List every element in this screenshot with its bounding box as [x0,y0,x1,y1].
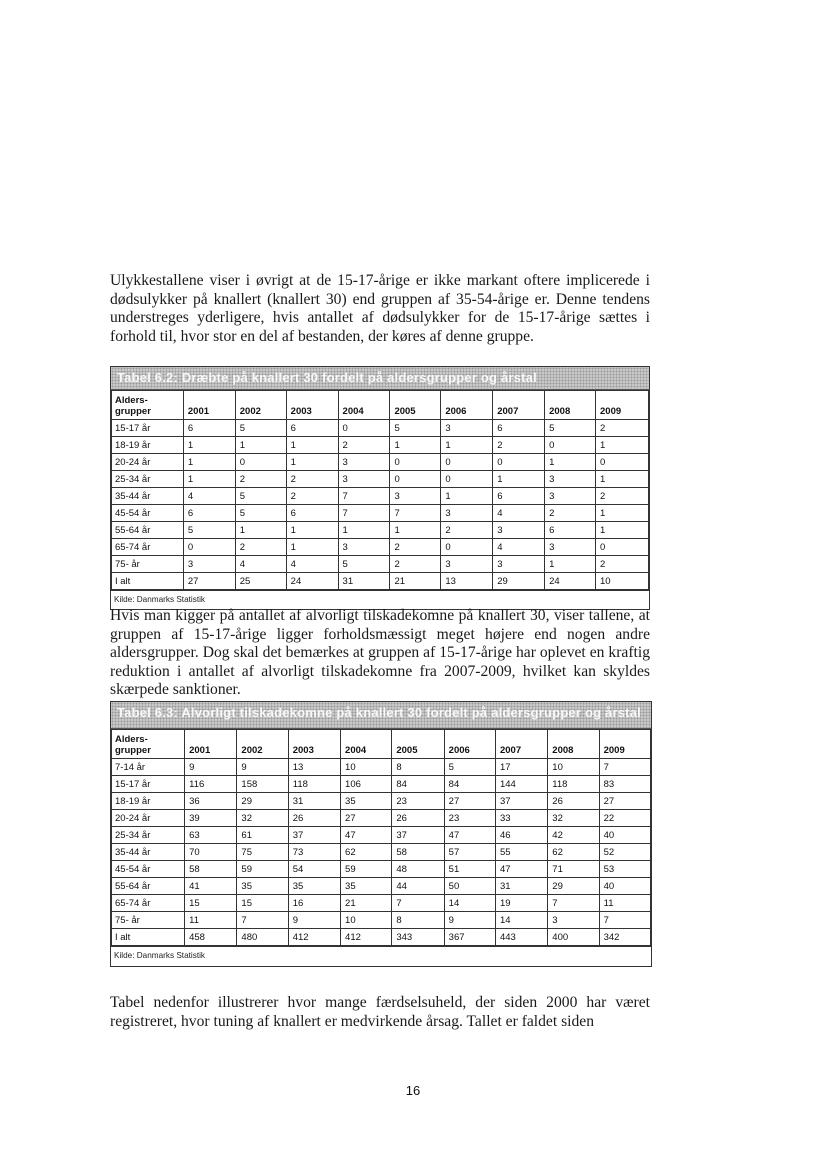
row-label-cell: I alt [112,929,185,946]
table-cell: 58 [392,844,444,861]
table-cell: 6 [545,522,596,539]
table-cell: 1 [545,454,596,471]
table-cell: 6 [286,420,338,437]
table-cell: 1 [596,471,649,488]
table-cell: 3 [183,556,235,573]
table-cell: 7 [599,912,650,929]
table-cell: 0 [390,454,441,471]
column-header-year: 2002 [237,730,288,759]
table-cell: 118 [288,776,340,793]
table-row [112,420,649,437]
table-cell: 71 [548,861,599,878]
table-cell: 24 [286,573,338,590]
table-cell: 5 [235,488,286,505]
column-header-year: 2009 [599,730,650,759]
row-label-cell: 15-17 år [112,776,185,793]
table-cell: 443 [495,929,547,946]
row-label-cell: 45-54 år [112,861,185,878]
table-cell: 0 [596,454,649,471]
table-cell: 10 [341,759,392,776]
table-row [112,573,649,590]
table-cell: 3 [441,420,493,437]
table-cell: 480 [237,929,288,946]
table-cell: 47 [341,827,392,844]
table-cell: 16 [288,895,340,912]
table-source: Kilde: Danmarks Statistik [111,590,649,604]
table-cell: 52 [599,844,650,861]
table-cell: 27 [183,573,235,590]
table-cell: 1 [286,539,338,556]
table-cell: 2 [338,437,390,454]
table-cell: 2 [493,437,545,454]
table-cell: 37 [392,827,444,844]
table-cell: 29 [493,573,545,590]
table-cell: 1 [441,488,493,505]
table-row [112,810,651,827]
table-cell: 15 [237,895,288,912]
column-header-year: 2003 [286,391,338,420]
column-header-year: 2001 [185,730,237,759]
row-label-cell: 75- år [112,556,184,573]
table-cell: 118 [548,776,599,793]
table-cell: 57 [444,844,495,861]
table-cell: 5 [444,759,495,776]
table-cell: 10 [341,912,392,929]
table-cell: 4 [493,539,545,556]
row-label-cell: 25-34 år [112,827,185,844]
table-cell: 1 [286,454,338,471]
table-cell: 2 [390,556,441,573]
table-cell: 10 [596,573,649,590]
table-cell: 7 [392,895,444,912]
table-cell: 9 [237,759,288,776]
table-cell: 158 [237,776,288,793]
table-cell: 1 [235,437,286,454]
table-caption-band [111,702,651,729]
table-cell: 7 [599,759,650,776]
table-cell: 27 [599,793,650,810]
table-cell: 6 [183,420,235,437]
table-cell: 1 [286,522,338,539]
table-cell: 35 [288,878,340,895]
paragraph-tuning: Tabel nedenfor illustrerer hvor mange færdselsuheld, der siden 2000 har været registreret, hvor tuning af knallert er medvirkende årsag. Tallet er faldet siden [110,994,650,1030]
table-cell: 21 [341,895,392,912]
table-cell: 0 [596,539,649,556]
row-label-cell: 65-74 år [112,895,185,912]
table-cell: 5 [545,420,596,437]
table-cell: 116 [185,776,237,793]
table-cell: 19 [495,895,547,912]
table-cell: 53 [599,861,650,878]
table-cell: 0 [183,539,235,556]
table-cell: 23 [444,810,495,827]
table-cell: 1 [441,437,493,454]
table-cell: 13 [288,759,340,776]
row-label-cell: 20-24 år [112,810,185,827]
table-cell: 40 [599,878,650,895]
table-cell: 2 [390,539,441,556]
row-label-cell: 75- år [112,912,185,929]
table-cell: 13 [441,573,493,590]
table-cell: 40 [599,827,650,844]
table-cell: 37 [495,793,547,810]
table-cell: 84 [392,776,444,793]
page-number: 16 [405,1083,421,1098]
table-cell: 9 [185,759,237,776]
table-cell: 1 [338,522,390,539]
table-cell: 59 [341,861,392,878]
table-cell: 50 [444,878,495,895]
column-header-year: 2006 [444,730,495,759]
table-cell: 343 [392,929,444,946]
table-row [112,522,649,539]
column-header-year: 2004 [338,391,390,420]
column-header-year: 2008 [548,730,599,759]
table-cell: 27 [341,810,392,827]
table-cell: 3 [493,556,545,573]
table-cell: 2 [545,505,596,522]
table-cell: 62 [341,844,392,861]
table-cell: 2 [235,471,286,488]
table-cell: 6 [183,505,235,522]
row-label-cell: 35-44 år [112,844,185,861]
table-cell: 0 [338,420,390,437]
table-cell: 3 [545,488,596,505]
table-row [112,844,651,861]
column-header-year: 2007 [495,730,547,759]
table-cell: 48 [392,861,444,878]
row-label-cell: 55-64 år [112,878,185,895]
table-cell: 2 [235,539,286,556]
table-row [112,488,649,505]
table-row [112,539,649,556]
table-cell: 41 [185,878,237,895]
row-label-cell: 18-19 år [112,793,185,810]
row-label-cell: 20-24 år [112,454,184,471]
table-cell: 1 [235,522,286,539]
table-cell: 7 [390,505,441,522]
table-cell: 458 [185,929,237,946]
table-fatalities [110,366,650,610]
table-cell: 17 [495,759,547,776]
table-caption-band [111,367,649,390]
table-cell: 7 [338,505,390,522]
table-cell: 0 [493,454,545,471]
table-row [112,895,651,912]
table-cell: 2 [441,522,493,539]
table-cell: 25 [235,573,286,590]
column-header-year: 2002 [235,391,286,420]
table-cell: 8 [392,759,444,776]
table-cell: 5 [235,420,286,437]
table-cell: 3 [548,912,599,929]
table-cell: 5 [390,420,441,437]
table-cell: 59 [237,861,288,878]
table-cell: 31 [495,878,547,895]
table-cell: 3 [441,556,493,573]
table-row [112,827,651,844]
table-cell: 3 [441,505,493,522]
table-cell: 61 [237,827,288,844]
table-cell: 27 [444,793,495,810]
table-cell: 22 [599,810,650,827]
table-cell: 367 [444,929,495,946]
table-cell: 8 [392,912,444,929]
table-cell: 0 [441,471,493,488]
table-row [112,929,651,946]
data-table [111,729,651,946]
table-cell: 6 [493,488,545,505]
table-cell: 35 [341,793,392,810]
table-cell: 1 [596,522,649,539]
table-cell: 0 [545,437,596,454]
column-header-age-groups: Alders- grupper [112,730,185,759]
table-cell: 47 [444,827,495,844]
table-cell: 2 [596,556,649,573]
table-cell: 55 [495,844,547,861]
table-cell: 2 [596,488,649,505]
table-caption: Tabel 6.2: Dræbte på knallert 30 fordelt på aldersgrupper og årstal [117,370,537,385]
column-header-year: 2003 [288,730,340,759]
paragraph-intro: Ulykkestallene viser i øvrigt at de 15-17-årige er ikke markant oftere implicerede i dødsulykker på knallert (knallert 30) end gruppen af 35-54-årige er. Denne tendens understreges yderligere, hvis antallet af dødsulykker for de 15-17-årige sættes i forhold til, hvor stor en del af bestanden, der køres af denne gruppe. [110,272,650,345]
table-cell: 37 [288,827,340,844]
table-row [112,471,649,488]
table-cell: 2 [596,420,649,437]
table-cell: 1 [183,437,235,454]
table-cell: 63 [185,827,237,844]
table-cell: 62 [548,844,599,861]
paragraph-injuries: Hvis man kigger på antallet af alvorligt tilskadekomne på knallert 30, viser tallene, at gruppen af 15-17-årige ligger forholdsmæssigt meget højere end nogen andre aldersgrupper. Dog skal det bemærkes at gruppen af 15-17-årige har oplevet en kraftig reduktion i antallet af alvorligt tilskadekomne fra 2007-2009, hvilket kan skyldes skærpede sanktioner. [110,607,650,699]
column-header-year: 2006 [441,391,493,420]
table-cell: 26 [392,810,444,827]
table-cell: 342 [599,929,650,946]
table-cell: 4 [235,556,286,573]
table-row [112,861,651,878]
row-label-cell: 18-19 år [112,437,184,454]
table-row [112,454,649,471]
table-cell: 144 [495,776,547,793]
table-cell: 58 [185,861,237,878]
column-header-age-groups: Alders- grupper [112,391,184,420]
row-label-cell: I alt [112,573,184,590]
table-cell: 5 [183,522,235,539]
table-caption: Tabel 6.3: Alvorligt tilskadekomne på knallert 30 fordelt på aldersgrupper og årstal [117,705,641,720]
table-cell: 14 [495,912,547,929]
table-cell: 32 [237,810,288,827]
table-cell: 1 [493,471,545,488]
table-cell: 75 [237,844,288,861]
table-cell: 0 [390,471,441,488]
row-label-cell: 15-17 år [112,420,184,437]
table-cell: 3 [338,454,390,471]
table-cell: 0 [441,454,493,471]
column-header-year: 2001 [183,391,235,420]
data-table [111,390,649,590]
table-cell: 7 [237,912,288,929]
table-cell: 1 [183,454,235,471]
table-cell: 32 [548,810,599,827]
column-header-year: 2007 [493,391,545,420]
table-cell: 15 [185,895,237,912]
table-cell: 24 [545,573,596,590]
table-cell: 31 [288,793,340,810]
table-cell: 26 [548,793,599,810]
table-cell: 3 [390,488,441,505]
table-cell: 3 [545,539,596,556]
table-cell: 31 [338,573,390,590]
table-cell: 33 [495,810,547,827]
table-cell: 73 [288,844,340,861]
table-cell: 21 [390,573,441,590]
table-header-row [112,391,649,420]
table-source: Kilde: Danmarks Statistik [111,946,651,960]
table-cell: 51 [444,861,495,878]
table-cell: 2 [286,488,338,505]
table-cell: 1 [596,437,649,454]
table-cell: 11 [185,912,237,929]
row-label-cell: 7-14 år [112,759,185,776]
column-header-year: 2005 [392,730,444,759]
row-label-cell: 65-74 år [112,539,184,556]
table-cell: 3 [338,471,390,488]
table-cell: 35 [237,878,288,895]
table-cell: 9 [444,912,495,929]
table-cell: 46 [495,827,547,844]
table-cell: 23 [392,793,444,810]
table-cell: 26 [288,810,340,827]
table-cell: 4 [493,505,545,522]
table-cell: 6 [493,420,545,437]
table-cell: 10 [548,759,599,776]
table-row [112,556,649,573]
table-cell: 1 [183,471,235,488]
table-cell: 7 [548,895,599,912]
table-cell: 4 [183,488,235,505]
column-header-year: 2004 [341,730,392,759]
table-cell: 4 [286,556,338,573]
column-header-year: 2008 [545,391,596,420]
table-cell: 9 [288,912,340,929]
table-cell: 400 [548,929,599,946]
table-cell: 5 [338,556,390,573]
table-cell: 7 [338,488,390,505]
table-cell: 39 [185,810,237,827]
table-cell: 70 [185,844,237,861]
table-cell: 3 [338,539,390,556]
table-cell: 29 [548,878,599,895]
table-cell: 5 [235,505,286,522]
table-cell: 1 [596,505,649,522]
table-cell: 44 [392,878,444,895]
table-cell: 36 [185,793,237,810]
table-cell: 6 [286,505,338,522]
table-serious-injuries [110,701,652,967]
table-cell: 0 [235,454,286,471]
table-cell: 0 [441,539,493,556]
table-cell: 29 [237,793,288,810]
table-cell: 35 [341,878,392,895]
table-cell: 1 [390,522,441,539]
table-cell: 3 [545,471,596,488]
table-row [112,505,649,522]
table-cell: 11 [599,895,650,912]
table-header-row [112,730,651,759]
table-row [112,776,651,793]
table-cell: 1 [286,437,338,454]
table-cell: 83 [599,776,650,793]
table-row [112,793,651,810]
table-cell: 2 [286,471,338,488]
table-row [112,437,649,454]
table-cell: 84 [444,776,495,793]
table-cell: 106 [341,776,392,793]
table-cell: 14 [444,895,495,912]
table-cell: 412 [288,929,340,946]
table-cell: 3 [493,522,545,539]
table-cell: 412 [341,929,392,946]
row-label-cell: 35-44 år [112,488,184,505]
table-row [112,912,651,929]
row-label-cell: 25-34 år [112,471,184,488]
table-cell: 42 [548,827,599,844]
table-cell: 1 [545,556,596,573]
column-header-year: 2009 [596,391,649,420]
column-header-year: 2005 [390,391,441,420]
row-label-cell: 45-54 år [112,505,184,522]
row-label-cell: 55-64 år [112,522,184,539]
table-cell: 54 [288,861,340,878]
table-row [112,878,651,895]
table-cell: 1 [390,437,441,454]
table-row [112,759,651,776]
table-cell: 47 [495,861,547,878]
